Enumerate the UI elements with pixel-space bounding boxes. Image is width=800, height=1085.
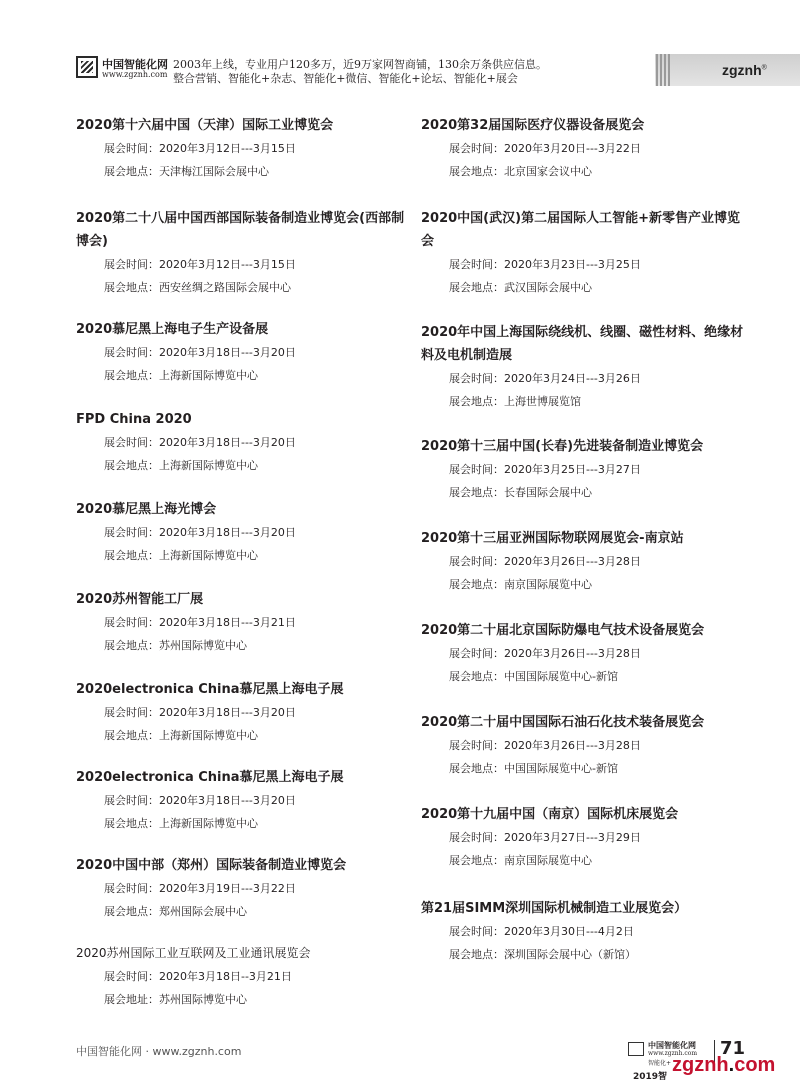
expo-title: 2020慕尼黑上海光博会 (76, 502, 217, 517)
expo-title: FPD China 2020 (76, 412, 192, 427)
expo-time: 展会时间：2020年3月18日---3月20日 (104, 526, 296, 539)
expo-time: 展会时间：2020年3月27日---3月29日 (449, 831, 641, 844)
expo-time: 展会时间：2020年3月12日---3月15日 (104, 142, 296, 155)
expo-entry (421, 114, 751, 183)
expo-entry (421, 803, 751, 872)
expo-title: 2020第十三届亚洲国际物联网展览会-南京站 (421, 531, 684, 546)
expo-place: 展会地点：长春国际会展中心 (449, 486, 592, 499)
expo-entry (76, 498, 406, 567)
expo-place: 展会地点：北京国家会议中心 (449, 165, 592, 178)
expo-place: 展会地点：苏州国际博览中心 (104, 639, 247, 652)
expo-entry (421, 897, 751, 966)
expo-entry (76, 766, 406, 835)
expo-entry (421, 527, 751, 596)
expo-title: 2020第十三届中国(长春)先进装备制造业博览会 (421, 439, 704, 454)
expo-place: 展会地点：上海世博展览馆 (449, 395, 581, 408)
expo-time: 展会时间：2020年3月30日---4月2日 (449, 925, 634, 938)
expo-time: 展会时间：2020年3月24日---3月26日 (449, 372, 641, 385)
expo-place: 展会地址：苏州国际博览中心 (104, 993, 247, 1006)
header-slogan-line1: 2003年上线，专业用户120多万，近9万家网智商铺，130余万条供应信息。 (173, 58, 547, 71)
expo-time: 展会时间：2020年3月19日---3月22日 (104, 882, 296, 895)
expo-entry (421, 711, 751, 780)
expo-title: 2020苏州智能工厂展 (76, 592, 204, 607)
expo-title: 2020中国中部（郑州）国际装备制造业博览会 (76, 858, 347, 873)
expo-entry (76, 408, 406, 477)
expo-title: 2020年中国上海国际绕线机、线圈、磁性材料、绝缘材料及电机制造展 (421, 325, 744, 363)
expo-place: 展会地点：西安丝绸之路国际会展中心 (104, 281, 291, 294)
header-tab-label: zgznh® (722, 62, 767, 78)
expo-entry (76, 318, 406, 387)
footer-site: 中国智能化网 · www.zgznh.com (76, 1045, 242, 1058)
footer-year-text: 2019智 (633, 1072, 668, 1082)
expo-entry (76, 678, 406, 747)
expo-title: 2020electronica China慕尼黑上海电子展 (76, 770, 344, 785)
expo-time: 展会时间：2020年3月25日---3月27日 (449, 463, 641, 476)
page-header (0, 0, 800, 96)
expo-place: 展会地点：南京国际展览中心 (449, 854, 592, 867)
expo-time: 展会时间：2020年3月26日---3月28日 (449, 647, 641, 660)
expo-entry (76, 207, 406, 299)
footer-logo-url: www.zgznh.com (648, 1050, 698, 1057)
site-watermark: zgznh.com (672, 1054, 776, 1076)
expo-entry (421, 207, 751, 299)
expo-title: 2020第32届国际医疗仪器设备展览会 (421, 118, 645, 133)
brand-logo-icon (76, 56, 98, 78)
expo-title: 第21届SIMM深圳国际机械制造工业展览会） (421, 901, 688, 916)
header-slogan-line2: 整合营销、智能化+杂志、智能化+微信、智能化+论坛、智能化+展会 (173, 72, 518, 85)
expo-time: 展会时间：2020年3月20日---3月22日 (449, 142, 641, 155)
expo-title: 2020慕尼黑上海电子生产设备展 (76, 322, 269, 337)
expo-title: 2020中国(武汉)第二届国际人工智能+新零售产业博览会 (421, 211, 740, 249)
expo-title: 2020electronica China慕尼黑上海电子展 (76, 682, 344, 697)
expo-entry (76, 942, 406, 1011)
page-number: 71 (720, 1038, 746, 1059)
brand-url: www.zgznh.com (102, 70, 168, 79)
expo-time: 展会时间：2020年3月18日---3月20日 (104, 794, 296, 807)
expo-time: 展会时间：2020年3月18日---3月21日 (104, 616, 296, 629)
expo-place: 展会地点：中国国际展览中心-新馆 (449, 762, 618, 775)
expo-place: 展会地点：上海新国际博览中心 (104, 549, 258, 562)
expo-entry (76, 588, 406, 657)
expo-title: 2020第二十届中国国际石油石化技术装备展览会 (421, 715, 705, 730)
expo-place: 展会地点：上海新国际博览中心 (104, 817, 258, 830)
expo-place: 展会地点：上海新国际博览中心 (104, 729, 258, 742)
expo-title: 2020苏州国际工业互联网及工业通讯展览会 (76, 946, 311, 960)
expo-place: 展会地点：南京国际展览中心 (449, 578, 592, 591)
expo-place: 展会地点：天津梅江国际会展中心 (104, 165, 269, 178)
expo-title: 2020第十六届中国（天津）国际工业博览会 (76, 118, 334, 133)
expo-place: 展会地点：上海新国际博览中心 (104, 369, 258, 382)
expo-place: 展会地点：上海新国际博览中心 (104, 459, 258, 472)
expo-time: 展会时间：2020年3月26日---3月28日 (449, 739, 641, 752)
expo-title: 2020第二十八届中国西部国际装备制造业博览会(西部制博会) (76, 211, 405, 249)
expo-time: 展会时间：2020年3月18日---3月20日 (104, 346, 296, 359)
expo-place: 展会地点：中国国际展览中心-新馆 (449, 670, 618, 683)
expo-time: 展会时间：2020年3月23日---3月25日 (449, 258, 641, 271)
expo-time: 展会时间：2020年3月26日---3月28日 (449, 555, 641, 568)
expo-entry (76, 114, 406, 183)
expo-place: 展会地点：郑州国际会展中心 (104, 905, 247, 918)
expo-time: 展会时间：2020年3月18日---3月20日 (104, 706, 296, 719)
header-tab-stripes (656, 54, 670, 86)
expo-time: 展会时间：2020年3月18日---3月20日 (104, 436, 296, 449)
expo-time: 展会时间：2020年3月12日---3月15日 (104, 258, 296, 271)
expo-entry (421, 619, 751, 688)
expo-place: 展会地点：深圳国际会展中心（新馆） (449, 948, 636, 961)
expo-entry (421, 435, 751, 504)
expo-place: 展会地点：武汉国际会展中心 (449, 281, 592, 294)
expo-entry (421, 321, 751, 413)
expo-entry (76, 854, 406, 923)
footer-logo-icon (628, 1042, 644, 1056)
expo-title: 2020第十九届中国（南京）国际机床展览会 (421, 807, 679, 822)
footer-logo-name: 中国智能化网 (648, 1040, 696, 1050)
expo-title: 2020第二十届北京国际防爆电气技术设备展览会 (421, 623, 705, 638)
expo-time: 展会时间：2020年3月18日--3月21日 (104, 970, 292, 983)
footer-logo-tagline: 智能化+ (648, 1060, 672, 1067)
brand-name: 中国智能化网 (102, 58, 168, 71)
